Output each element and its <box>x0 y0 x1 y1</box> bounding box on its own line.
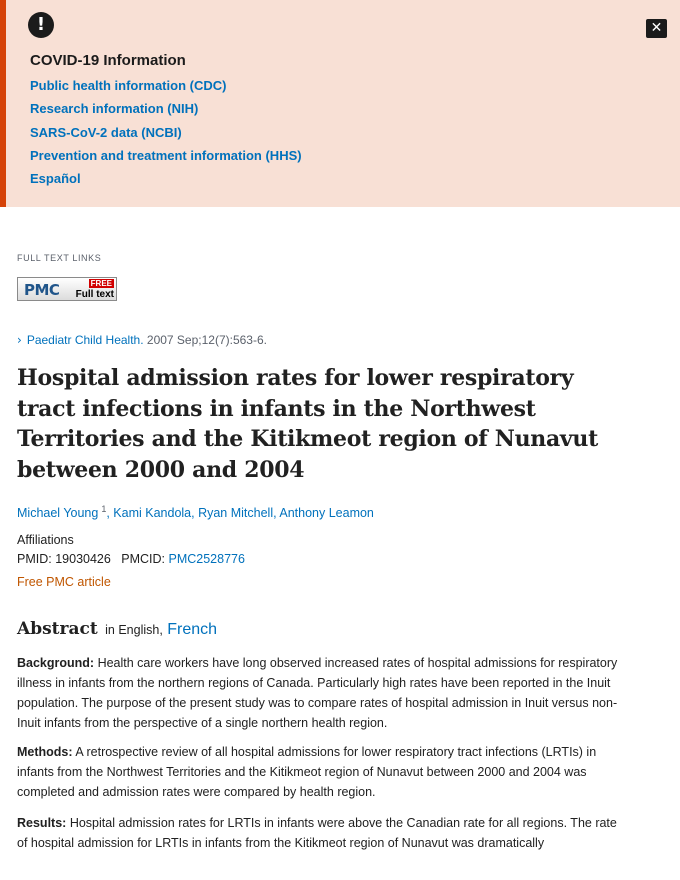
alert-links <box>30 77 302 193</box>
alert-title: COVID-19 Information <box>30 52 186 69</box>
section-label: Results: <box>17 816 67 830</box>
article-title: Hospital admission rates for lower respiratory tract infections in infants in the Northwest Territories and the Kitikmeot region of Nunavut between 2000 and 2004 <box>17 365 598 483</box>
abstract-results <box>17 813 627 853</box>
author-link[interactable]: Kami Kandola <box>113 506 192 521</box>
pmid-label: PMID: <box>17 552 52 566</box>
identifiers <box>17 552 245 566</box>
abstract-title: Abstract <box>17 619 98 639</box>
affiliation-marker[interactable]: 1 <box>101 504 107 514</box>
pmc-full-text-button[interactable] <box>17 277 117 301</box>
free-pmc-article-label: Free PMC article <box>17 575 111 589</box>
alert-accent-stripe <box>0 0 6 207</box>
section-label: Background: <box>17 656 95 670</box>
abstract-heading <box>17 619 217 639</box>
abstract-background <box>17 653 627 733</box>
pmcid-link[interactable]: PMC2528776 <box>168 552 245 566</box>
affiliations-toggle[interactable]: Affiliations <box>17 533 74 547</box>
pmcid-label: PMCID: <box>121 552 166 566</box>
exclamation-circle-icon: ! <box>28 12 54 38</box>
alert-link-nih[interactable]: Research information (NIH) <box>30 101 199 117</box>
author-link[interactable]: Ryan Mitchell <box>198 506 274 521</box>
abstract-methods <box>17 742 627 802</box>
author-list: Michael Young $^1$, Kami Kandola, Ryan Mitchell, Anthony Leamon <box>17 504 374 521</box>
full-text-tag: Full text <box>75 289 114 300</box>
abstract-language-prefix: in English, <box>105 623 163 637</box>
alert-link-ncbi[interactable]: SARS-CoV-2 data (NCBI) <box>30 124 182 140</box>
journal-link[interactable]: Paediatr Child Health. <box>26 333 144 347</box>
section-text: Health care workers have long observed increased rates of hospital admissions for respiratory illness in infants from the northern regions of Canada. Particularly high rates have been reported in the Inuit population. The purpose of the present study was to compare rates of hospital admission in Inuit versus non-Inuit infants from the perspective of a single northern health region. <box>17 656 618 730</box>
abstract-language-french-link[interactable]: French <box>167 621 218 638</box>
close-icon[interactable]: ✕ <box>646 19 667 38</box>
full-text-links-label: FULL TEXT LINKS <box>17 253 102 263</box>
author-link[interactable]: Anthony Leamon <box>279 506 374 521</box>
alert-link-hhs[interactable]: Prevention and treatment information (HHS) <box>30 147 302 163</box>
chevron-right-icon[interactable]: › <box>17 333 22 347</box>
alert-link-espanol[interactable]: Español <box>30 171 81 187</box>
covid-alert-banner <box>0 0 680 207</box>
pmc-logo-text: PMC <box>24 281 60 299</box>
citation <box>17 333 267 347</box>
alert-link-cdc[interactable]: Public health information (CDC) <box>30 78 227 93</box>
citation-details: 2007 Sep;12(7):563-6. <box>146 333 267 347</box>
section-text: Hospital admission rates for LRTIs in infants were above the Canadian rate for all regions. The rate of hospital admission for LRTIs in infants from the Kitikmeot region of Nunavut was dramatically <box>17 816 617 850</box>
free-tag: FREE <box>90 279 112 288</box>
author-link[interactable]: Michael Young <box>17 506 99 521</box>
section-label: Methods: <box>17 745 73 759</box>
pmid-value: 19030426 <box>55 552 111 566</box>
section-text: A retrospective review of all hospital admissions for lower respiratory tract infections (LRTIs) in infants from the Northwest Territories and the Kitikmeot region of Nunavut between 2000 and 2004 was completed and admission rates were compared by health region. <box>17 745 597 799</box>
